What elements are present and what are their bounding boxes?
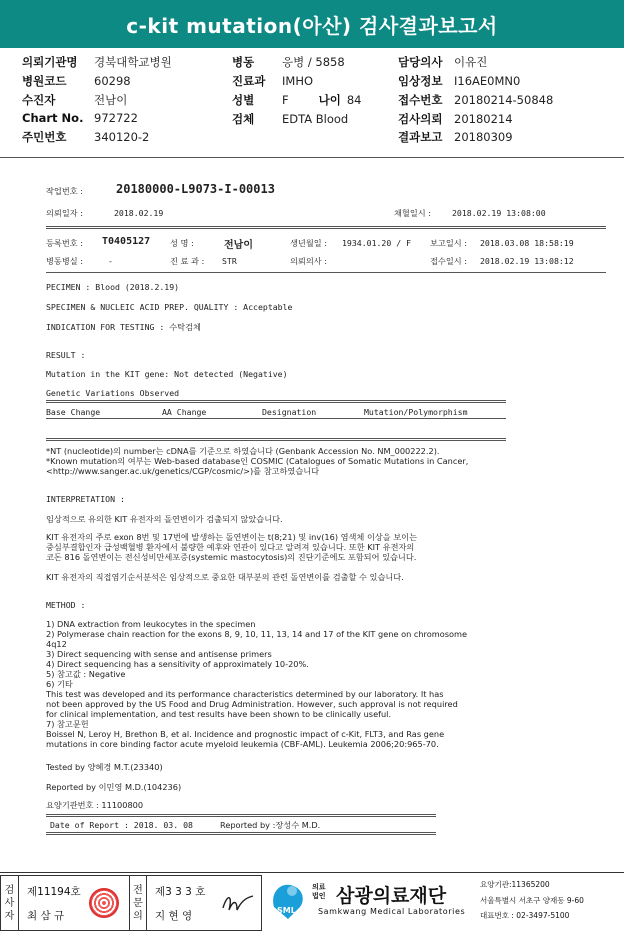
indication-line <box>46 322 201 333</box>
scanned-report <box>24 162 616 862</box>
double-rule <box>46 400 506 403</box>
info-value: 전남이 <box>94 93 128 107</box>
info-label: 검사의뢰 <box>398 112 443 126</box>
foundation-minor-line: 법인 <box>312 892 326 900</box>
result-line: Mutation in the KIT gene: Not detected (Negative) <box>46 369 288 379</box>
method-line: 3) Direct sequencing with sense and antisense primers <box>46 649 272 659</box>
dept-label: 진 료 과 : <box>170 256 205 266</box>
receipt-value: 2018.02.19 13:08:12 <box>480 256 574 266</box>
quality-line: SPECIMEN & NUCLEIC ACID PREP. QUALITY : Acceptable <box>46 302 293 312</box>
info-row <box>22 92 127 108</box>
interp-line: 코돈 816 돌연변이는 전신성비만세포증(systemic mastocytosis)의 진단기준에도 포함되어 있습니다. <box>46 552 417 562</box>
info-label: 병원코드 <box>22 74 67 88</box>
info-row <box>22 73 131 89</box>
info-value: 340120-2 <box>94 130 150 144</box>
info-value: 20180214 <box>454 112 513 126</box>
specialist-no: 제3 3 3 호 <box>155 886 206 898</box>
double-rule <box>46 226 606 229</box>
patient-info-panel <box>0 48 624 152</box>
info-value: 972722 <box>94 111 138 125</box>
address: 서울특별시 서초구 양재동 9-60 <box>480 896 584 905</box>
info-value: 60298 <box>94 74 131 88</box>
footer <box>0 872 624 932</box>
note-line: <http://www.sanger.ac.uk/genetics/CGP/cosmic/>)를 참고하였습니다 <box>46 466 320 476</box>
method-line: for clinical implementation, and test results have been shown to be clinically useful. <box>46 709 392 719</box>
info-label: 접수번호 <box>398 93 443 107</box>
birth-label: 생년월일 : <box>290 238 327 248</box>
signature-icon <box>219 890 257 916</box>
method-line: 4q12 <box>46 639 67 649</box>
age-label: 나이 <box>318 93 341 107</box>
request-date: 2018.02.19 <box>114 208 164 218</box>
examiner-char: 자 <box>4 910 15 922</box>
info-row <box>398 54 487 70</box>
request-date-label: 의뢰일자 : <box>46 208 83 218</box>
reg-label: 등록번호 : <box>46 238 83 248</box>
info-value: IMHO <box>282 74 314 88</box>
work-no: 20180000-L9073-I-00013 <box>116 182 275 196</box>
note-line: *Known mutation의 여부는 Web-based database인 COSMIC (Catalogues of Somatic Mutations in Cancer, <box>46 456 469 466</box>
reported-by: Reported by 이민영 M.D.(104236) <box>46 782 182 792</box>
divider <box>0 157 624 158</box>
method-line: 2) Polymerase chain reaction for the exons 8, 9, 10, 11, 13, 14 and 17 of the KIT gene on chromosome <box>46 629 468 639</box>
specialist-label <box>129 876 147 930</box>
method-label: METHOD : <box>46 600 86 610</box>
report-dt: 2018.03.08 18:58:19 <box>480 238 574 248</box>
info-row <box>22 111 138 125</box>
info-label: 담당의사 <box>398 55 443 69</box>
info-row <box>398 73 520 89</box>
examiner-label <box>1 876 19 930</box>
examiner-no: 제11194호 <box>27 886 81 898</box>
method-line: mutations in core binding factor acute myeloid leukemia (CBF-AML). Leukemia 2006;20:965-70. <box>46 739 439 749</box>
doctor-label: 의뢰의사 : <box>290 256 327 266</box>
info-label: 결과보고 <box>398 130 443 144</box>
info-value: 이유진 <box>454 55 488 69</box>
patient-name: 전남이 <box>224 240 253 251</box>
agency-code: 요양기관:11365200 <box>480 880 550 889</box>
double-rule <box>46 832 436 835</box>
date-of-report: Date of Report : 2018. 03. 08 <box>50 820 193 830</box>
sml-logo-icon <box>268 879 308 923</box>
examiner-char: 검 <box>4 884 15 896</box>
collect-value: 2018.02.19 13:08:00 <box>452 208 546 218</box>
info-row <box>398 111 513 127</box>
rule <box>46 418 506 419</box>
foundation-en: Samkwang Medical Laboratories <box>318 907 466 916</box>
seal-stamp-icon <box>89 888 119 918</box>
interp-line: 중심부결합인자 급성백혈병 환자에서 불량한 예후와 연관이 있다고 알려져 있습니다. 또한 KIT 유전자의 <box>46 542 415 552</box>
info-label: 병동 <box>232 55 255 69</box>
rule <box>46 272 606 273</box>
variations-label: Genetic Variations Observed <box>46 388 180 398</box>
foundation-minor-line: 의료 <box>312 883 326 891</box>
info-label: Chart No. <box>22 111 84 125</box>
tested-by: Tested by 양혜경 M.T.(23340) <box>46 762 163 772</box>
interp-line: 임상적으로 유의한 KIT 유전자의 돌연변이가 검출되지 않았습니다. <box>46 514 283 524</box>
info-row <box>232 92 361 108</box>
info-row <box>22 54 172 70</box>
dept-value: STR <box>222 256 237 266</box>
collect-label: 채혈일시 : <box>394 208 431 218</box>
result-label: RESULT : <box>46 350 86 360</box>
name-label: 성 명 : <box>170 238 194 248</box>
specialist-name: 지 현 영 <box>155 910 193 922</box>
method-line: Boissel N, Leroy H, Brethon B, et al. Incidence and prognostic impact of c-Kit, FLT3, and Ras gene <box>46 729 445 739</box>
signature-box <box>0 875 262 931</box>
report-dt-label: 보고일시 : <box>430 238 467 248</box>
birth-value: 1934.01.20 / F <box>342 238 412 248</box>
work-no-label: 작업번호 : <box>46 186 83 196</box>
specimen-line: PECIMEN : Blood (2018.2.19) <box>46 282 180 292</box>
info-label: 검체 <box>232 112 255 126</box>
info-value: 응병 / 5858 <box>282 55 345 69</box>
method-line: 1) DNA extraction from leukocytes in the specimen <box>46 619 256 629</box>
foundation-minor <box>312 883 326 901</box>
info-value: 20180214-50848 <box>454 93 554 107</box>
info-row <box>232 111 348 127</box>
info-row <box>232 54 345 70</box>
specialist-char: 의 <box>133 910 143 922</box>
info-row <box>398 92 553 108</box>
col-header-aa: AA Change <box>162 407 207 417</box>
interp-line: KIT 유전자의 주로 exon 8번 및 17번에 발생하는 돌연변이는 t(8;21) 및 inv(16) 염색체 이상을 보이는 <box>46 532 417 542</box>
info-label: 수진자 <box>22 93 56 107</box>
info-row <box>398 129 513 145</box>
method-line: not been approved by the US Food and Drug Administration. However, such approval is not required <box>46 699 458 709</box>
method-line: 6) 기타 <box>46 679 73 689</box>
col-header-designation: Designation <box>262 407 317 417</box>
method-line: This test was developed and its performance characteristics determined by our laboratory. It has <box>46 689 444 699</box>
info-value: EDTA Blood <box>282 112 349 126</box>
logo-text: SML <box>277 906 296 915</box>
interp-line: KIT 유전자의 직접염기순서분석은 임상적으로 중요한 대부분의 관련 돌연변이를 검출할 수 있습니다. <box>46 572 404 582</box>
reg-no: T0405127 <box>102 236 151 247</box>
double-rule <box>46 438 506 441</box>
foundation-name: 삼광의료재단 <box>336 885 447 907</box>
interpretation-label: INTERPRETATION : <box>46 494 125 504</box>
info-value: F <box>282 93 289 107</box>
info-label: 임상정보 <box>398 74 443 88</box>
col-header-mutation: Mutation/Polymorphism <box>364 407 468 417</box>
method-line: 5) 참고값 : Negative <box>46 669 126 679</box>
receipt-label: 접수일시 : <box>430 256 467 266</box>
info-label: 성별 <box>232 93 255 107</box>
info-row <box>22 129 149 145</box>
info-label: 의뢰기관명 <box>22 55 78 69</box>
page-title: c-kit mutation(아산) 검사결과보고서 <box>0 0 624 48</box>
examiner-char: 사 <box>4 897 15 909</box>
age-value: 84 <box>346 93 362 107</box>
method-line: 7) 참고문헌 <box>46 719 89 729</box>
info-value: I16AE0MN0 <box>454 74 521 88</box>
indication-value: 수탁검체 <box>169 322 201 332</box>
double-rule <box>46 814 436 817</box>
indication-label: INDICATION FOR TESTING : <box>46 322 165 332</box>
specialist-char: 전 <box>133 884 143 896</box>
info-label: 주민번호 <box>22 130 67 144</box>
info-row <box>232 73 313 89</box>
agency-no: 요양기관번호 : 11100800 <box>46 800 144 810</box>
info-label: 진료과 <box>232 74 266 88</box>
info-value: 경북대학교병원 <box>94 55 172 69</box>
ward-value: - <box>108 256 113 266</box>
method-line: 4) Direct sequencing has a sensitivity of approximately 10-20%. <box>46 659 309 669</box>
ward-label: 병동병실 : <box>46 256 83 266</box>
info-value: 20180309 <box>454 130 513 144</box>
examiner-name: 최 삼 규 <box>27 910 65 922</box>
phone: 대표번호 : 02-3497-5100 <box>480 911 570 920</box>
note-line: *NT (nucleotide)의 number는 cDNA를 기준으로 하였습니다 (Genbank Accession No. NM_000222.2). <box>46 446 440 456</box>
col-header-base: Base Change <box>46 407 101 417</box>
specialist-char: 문 <box>133 897 143 909</box>
reported-by-final: Reported by :장성수 M.D. <box>220 820 321 830</box>
